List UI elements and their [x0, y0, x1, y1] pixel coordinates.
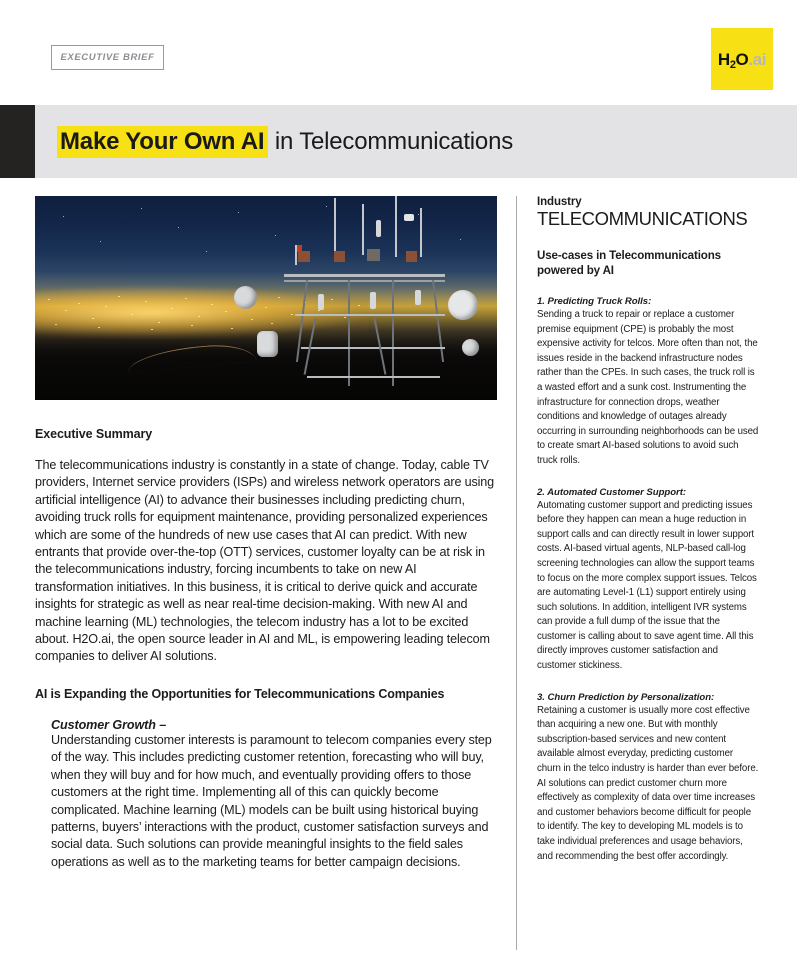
executive-summary-body: The telecommunications industry is constantly in a state of change. Today, cable TV providers, Internet service providers (ISPs) and wireless network operators are using artificial intelligence (AI) to advance their businesses including predicting churn, avoiding truck rolls for equipment maintenance, providing personalized experiences which are some of the hundreds of new use cases that AI can predict. With new entrants that provide over-the-top (OTT) services, customer loyalty can be at risk in the telecommunications industry, forcing incumbents to take on new AI transformation initiatives. In this business, it is critical to derive quick and accurate insights for strategic as well as near real-time decision-making. With new AI and machine learning (ML) technologies, the telecom industry has a lot to be excited about. H2O.ai, the open source leader in AI and ML, is empowering leading telecom companies to deliver AI solutions. [35, 458, 495, 664]
customer-growth-title: Customer Growth – [51, 717, 167, 732]
page-title-rest: in Telecommunications [268, 127, 514, 155]
usecases-heading: Use-cases in Telecommunications powered by AI [537, 249, 721, 277]
logo-o: O [735, 49, 749, 69]
usecase-item [537, 296, 759, 469]
title-band [0, 105, 797, 178]
industry-name: TELECOMMUNICATIONS [537, 208, 748, 229]
usecase-title: 1. Predicting Truck Rolls: [537, 296, 652, 307]
left-column [35, 196, 497, 871]
usecase-title: 3. Churn Prediction by Personalization: [537, 691, 715, 703]
usecase-title: 2. Automated Customer Support: [537, 486, 686, 498]
usecase-item [537, 692, 759, 865]
cell-tower [218, 196, 495, 400]
customer-growth-section [35, 718, 497, 871]
logo-two: 2 [729, 58, 736, 71]
page-header [0, 0, 797, 105]
industry-label: Industry [537, 196, 582, 208]
hero-photo [35, 196, 497, 400]
page-title [57, 128, 513, 156]
logo-h: H [717, 49, 730, 69]
usecase-body: Automating customer support and predicting issues before they happen can mean a huge reduction in support calls and can directly result in lower support costs. AI-based virtual agents, NLP-based call-log screening technologies can allow the support teams to focus on the more complex support issues. Telcos are automating Level-1 (L1) support entirely using such solutions. In addition, intelligent IVR systems can provide a full dump of the issue that the customer is calling about to save agent time. All this directly improves customer satisfaction and customer stickiness. [537, 499, 757, 672]
executive-summary-heading: Executive Summary [35, 427, 153, 441]
title-band-accent-block [0, 105, 35, 178]
usecase-body: Sending a truck to repair or replace a customer premise equipment (CPE) is probably the most expensive activity for telcos. More often than not, the issues reside in the backend infrastructure nodes rather than the CPEs. In such cases, the truck roll is a wasted effort and a sunk cost. Instrumenting the infrastructure for connection drops, weather conditions and knowledge of outages already occurring in surrounding neighborhoods can be used to create smart AI-based solutions to avoid such truck rolls. [537, 309, 759, 466]
h2o-ai-logo [711, 28, 773, 90]
column-divider [516, 196, 517, 950]
page-title-highlight: Make Your Own AI [57, 126, 268, 158]
logo-ai: .ai [748, 49, 767, 69]
executive-brief-label: EXECUTIVE BRIEF [60, 52, 155, 63]
h2o-ai-logo-text [717, 49, 767, 71]
usecase-item [537, 487, 759, 674]
expanding-opportunities-heading: AI is Expanding the Opportunities for Telecommunications Companies [35, 686, 445, 701]
customer-growth-body: Understanding customer interests is paramount to telecom companies every step of the way. This includes predicting customer retention, forecasting who will buy, when they will buy and for how much, and eventually providing offers to those customers at the right time. Implementing all of this can quickly become complicated. Machine learning (ML) models can be built using historical buying patterns, buyers’ interactions with the product, customer satisfaction surveys and social data. Such solutions can provide meaningful insights to the field sales operations as well as to the marketing teams for better campaign decisions. [51, 732, 492, 869]
executive-brief-badge [51, 45, 164, 70]
right-column [537, 196, 759, 864]
usecase-body: Retaining a customer is usually more cost effective than acquiring a new one. But with monthly subscription-based services and new content available almost everyday, predicting customer churn in the telco industry is harder than ever before. AI solutions can predict customer churn more effectively as complexity of data over time increases and customer behaviors become difficult for people to identify. The key to developing ML models is to take individual preferences and usage behaviors, and recommending the best offer accordingly. [537, 704, 759, 862]
